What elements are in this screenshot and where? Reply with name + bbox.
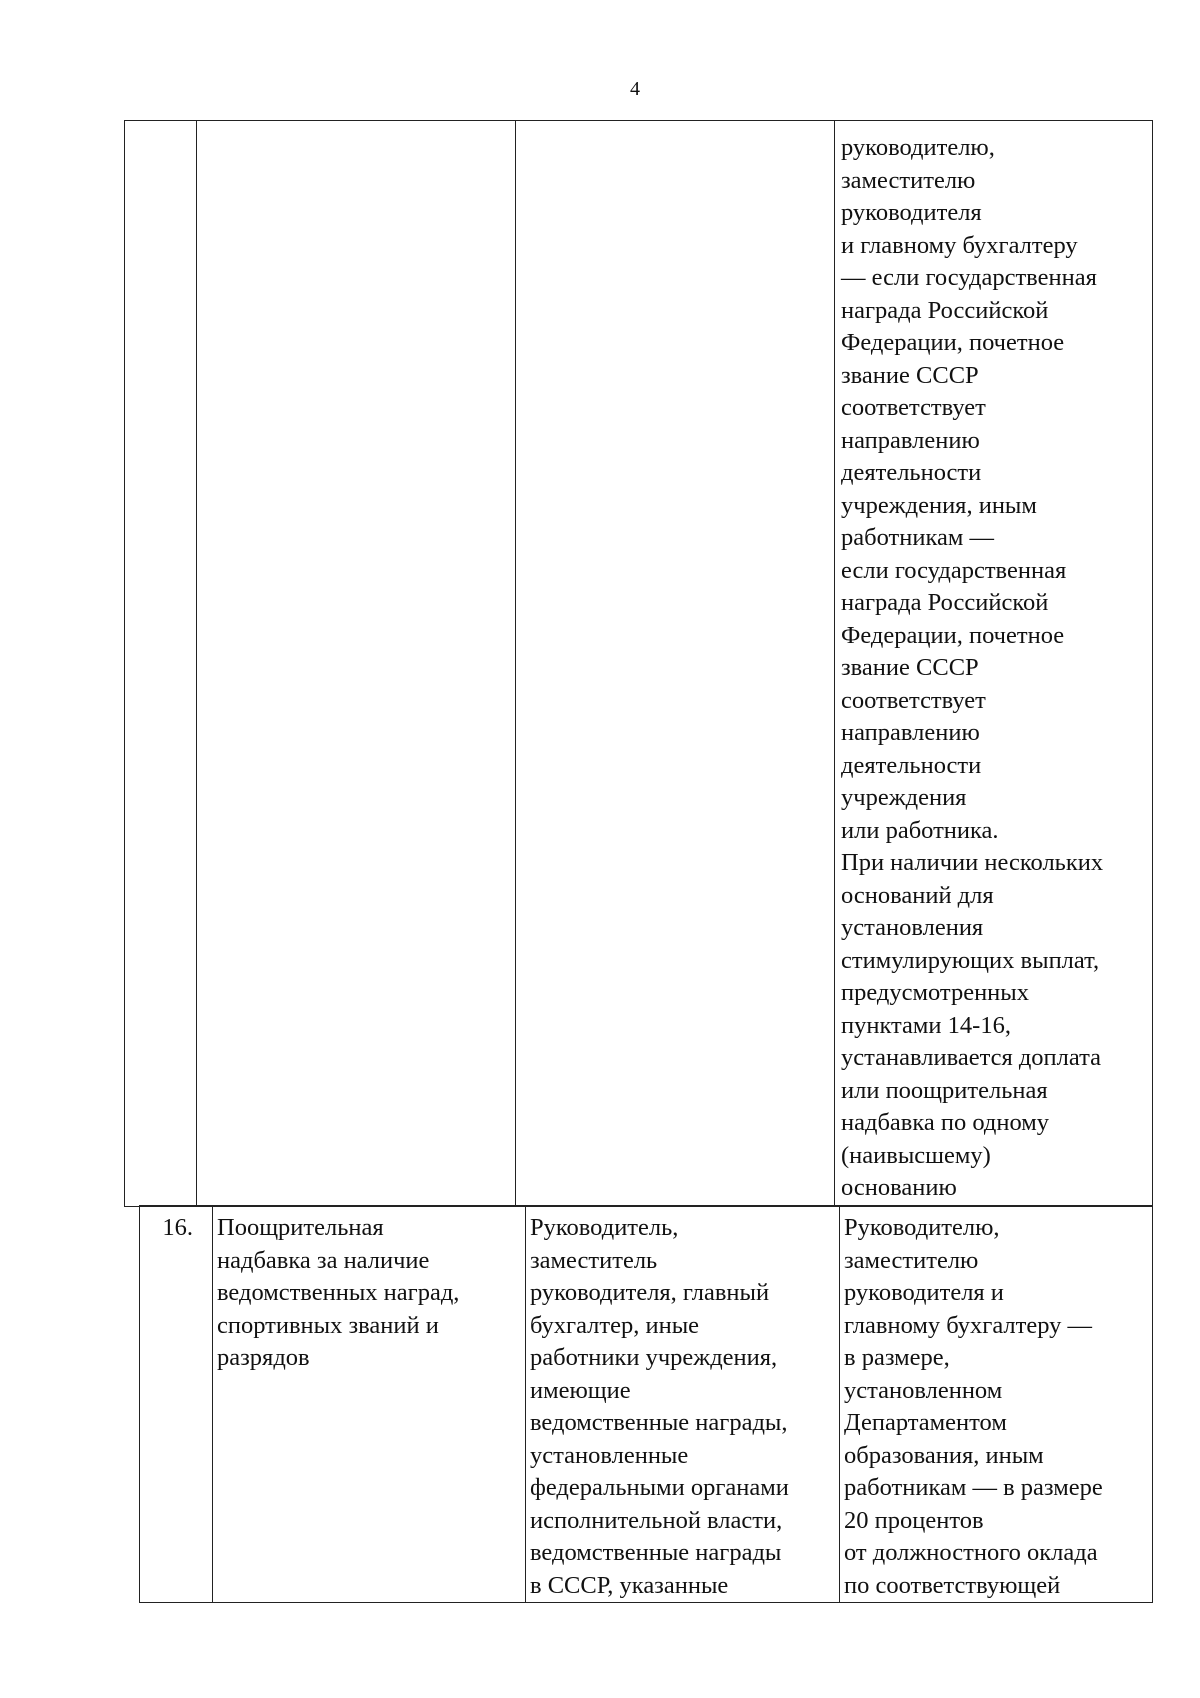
row16-divider-1 <box>212 1205 213 1603</box>
page-number: 4 <box>630 78 640 100</box>
row-16-name: Поощрительная надбавка за наличие ведомственных наград, спортивных званий и разрядов <box>217 1214 460 1371</box>
column-divider-3 <box>834 120 835 1207</box>
column-divider-1 <box>196 120 197 1207</box>
column-divider-2 <box>515 120 516 1207</box>
row-16-amount: Руководителю, заместителю руководителя и главному бухгалтеру — в размере, установленном Департаментом образования, иным работникам — в размере 20 процентов от должностного оклада по соответствующей <box>844 1214 1103 1599</box>
continuation-col4-text: руководителю, заместителю руководителя и главному бухгалтеру — если государственная награда Российской Федерации, почетное звание СССР соответствует направлению деятельности учреждения, иным работникам — если государственная награда Российской Федерации, почетное звание СССР соответствует направлению деятельности учреждения или работника. При наличии нескольких оснований для установления стимулирующих выплат, предусмотренных пунктами 14-16, устанавливается доплата или поощрительная надбавка по одному (наивысшему) основанию <box>841 134 1104 1201</box>
row16-divider-2 <box>525 1205 526 1603</box>
row-16-recipients: Руководитель, заместитель руководителя, главный бухгалтер, иные работники учреждения, имеющие ведомственные награды, установленные федеральными органами исполнительной власти, ведомственные награды в СССР, указанные <box>530 1214 789 1599</box>
row-16-number: 16. <box>162 1214 193 1241</box>
row16-divider-3 <box>839 1205 840 1603</box>
